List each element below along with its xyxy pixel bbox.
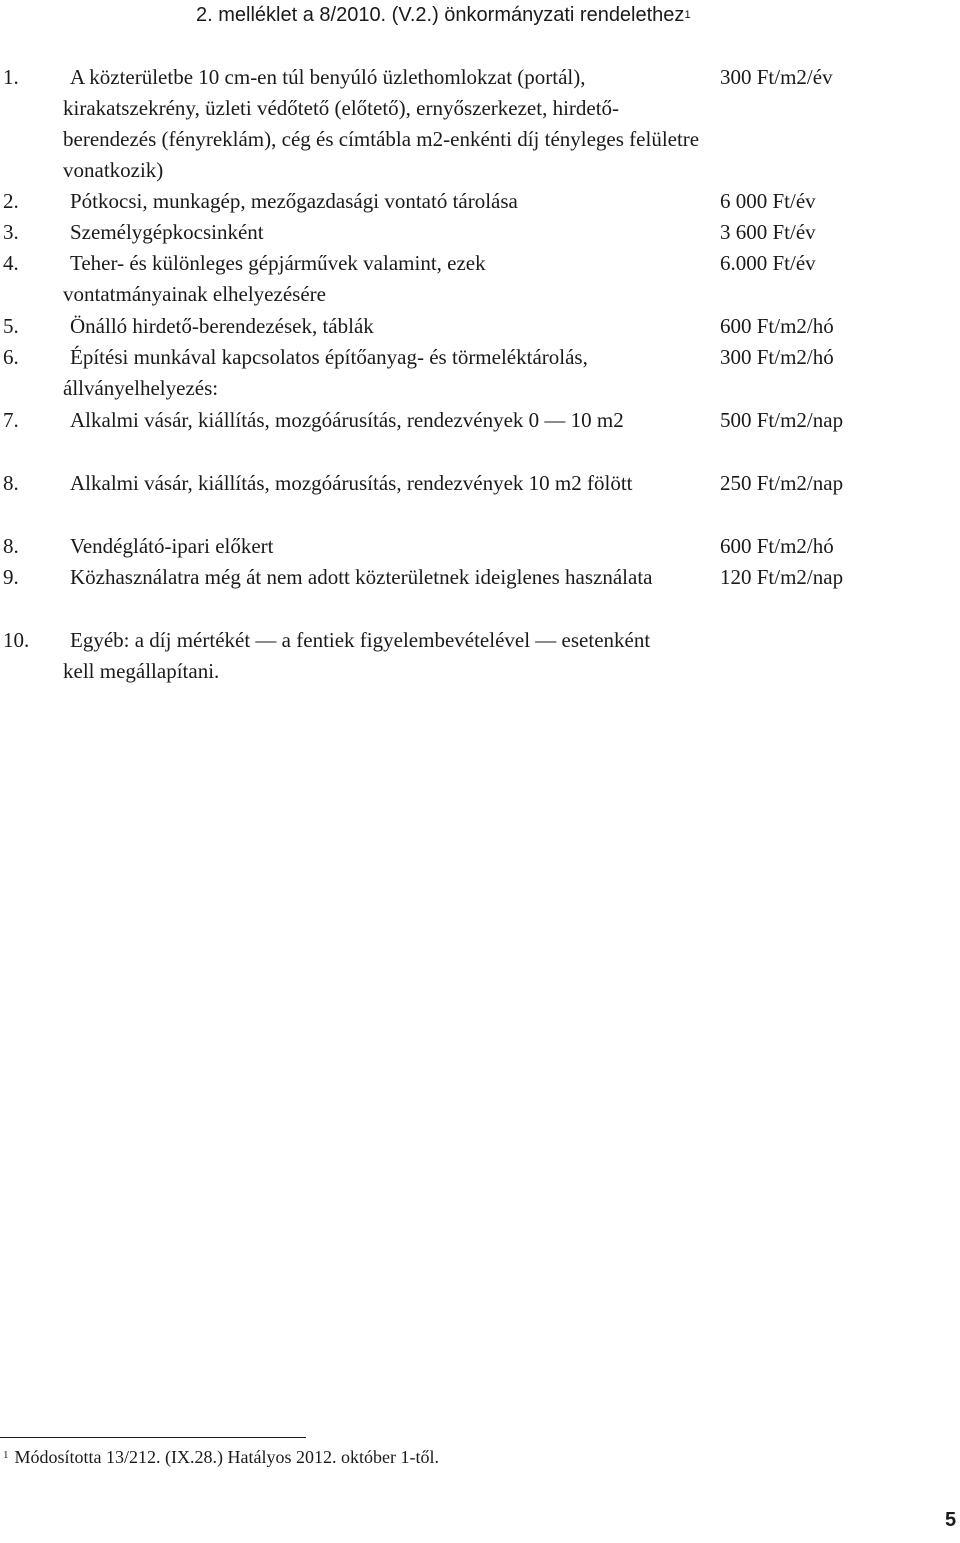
fee-price: 6.000 Ft/év [720,251,816,275]
fee-price: 300 Ft/m2/év [720,65,833,89]
fee-number: 6. [3,345,19,369]
fee-number: 2. [3,189,19,213]
fee-price: 250 Ft/m2/nap [720,471,844,495]
fee-price: 600 Ft/m2/hó [720,534,834,558]
annex-title [196,2,691,31]
fee-number: 7. [3,408,19,432]
footnote-marker: 1 [3,1449,9,1461]
fee-number: 3. [3,220,19,244]
annex-title-text: 2. melléklet a 8/2010. (V.2.) önkormányzati rendelethez [196,4,685,26]
fee-price: 120 Ft/m2/nap [720,565,844,589]
fee-description: Pótkocsi, munkagép, mezőgazdasági vontató tárolása [70,189,518,213]
fee-price: 500 Ft/m2/nap [720,408,844,432]
fee-number: 1. [3,65,19,89]
footnote-divider [0,1437,306,1438]
fee-description: Közhasználatra még át nem adott közterületnek ideiglenes használata [70,565,653,589]
fee-number: 8. [3,534,19,558]
fee-description: Egyéb: a díj mértékét — a fentiek figyelembevételével — esetenként kell megállapítani. [63,628,651,683]
fee-number: 10. [3,628,30,652]
fee-number: 9. [3,565,19,589]
fee-number: 4. [3,251,19,275]
fee-number: 8. [3,471,19,495]
fee-description: Önálló hirdető-berendezések, táblák [70,314,374,338]
fee-price: 3 600 Ft/év [720,220,816,244]
fee-description: Személygépkocsinként [70,220,264,244]
fee-number: 5. [3,314,19,338]
footnote-reference: 1 [684,9,691,21]
fee-description: Építési munkával kapcsolatos építőanyag- és törmeléktárolás, állványelhelyezés: [63,345,588,400]
fee-description: Alkalmi vásár, kiállítás, mozgóárusítás, rendezvények 0 — 10 m2 [70,408,624,432]
fee-description: Vendéglátó-ipari előkert [70,534,274,558]
footnote-text: Módosította 13/212. (IX.28.) Hatályos 2012. október 1-től. [14,1447,439,1467]
fee-description: A közterületbe 10 cm-en túl benyúló üzlethomlokzat (portál), kirakatszekrény, üzleti védőtető (előtető), ernyőszerkezet, hirdető-berendezés (fényreklám), cég és címtábla m2-enkénti díj tényleges felületre vonatkozik) [63,65,700,182]
fee-description: Alkalmi vásár, kiállítás, mozgóárusítás, rendezvények 10 m2 fölött [70,471,633,495]
fee-price: 6 000 Ft/év [720,189,816,213]
fee-description: Teher- és különleges gépjárművek valamint, ezek vontatmányainak elhelyezésére [63,251,486,306]
fee-price: 600 Ft/m2/hó [720,314,834,338]
footnote [3,1445,439,1472]
page-number: 5 [945,1509,957,1531]
fee-price: 300 Ft/m2/hó [720,345,834,369]
